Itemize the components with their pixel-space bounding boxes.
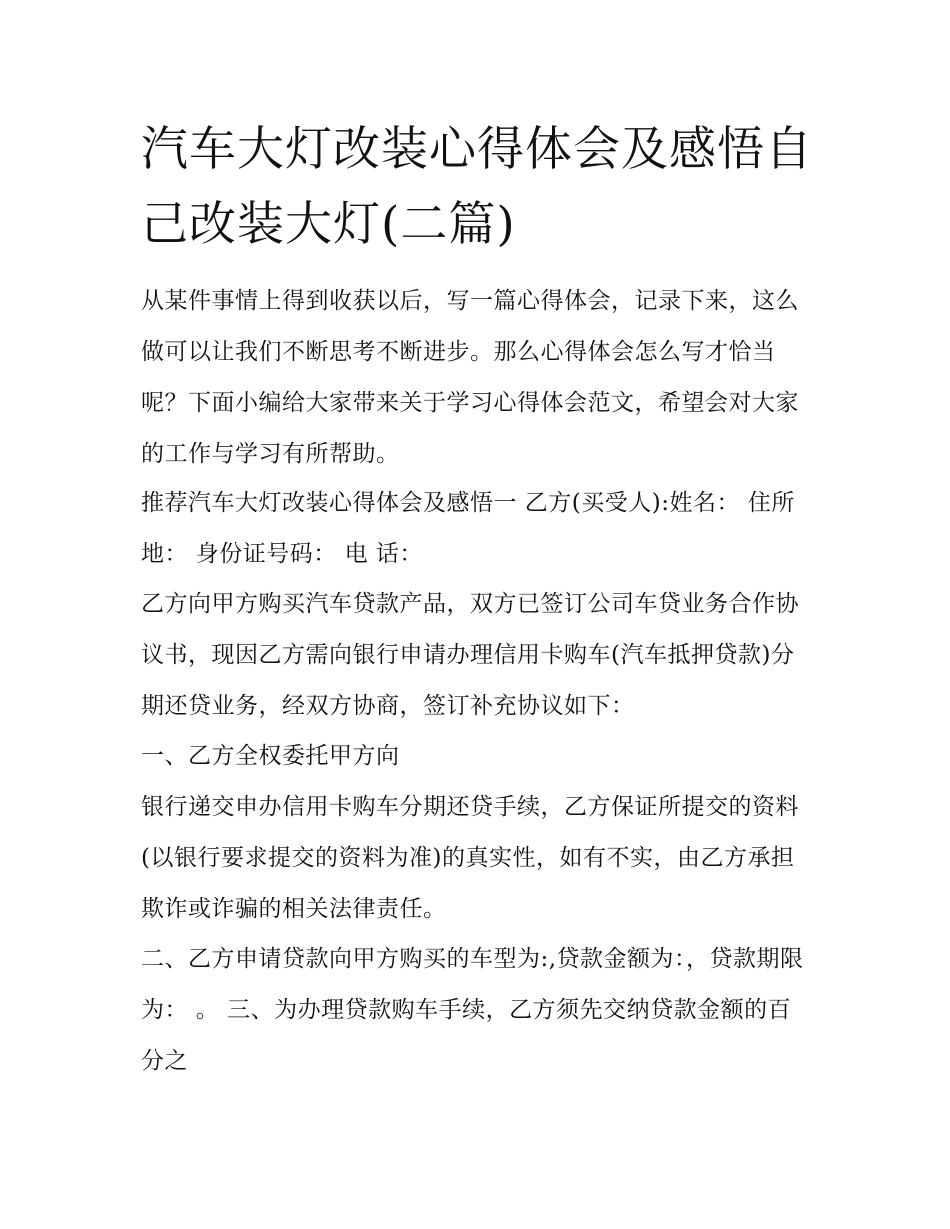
party-b-info-paragraph: 推荐汽车大灯改装心得体会及感悟一 乙方(买受人):姓名： 住所地： 身份证号码： 电 话：	[141, 490, 795, 567]
clause-one-heading: 一、乙方全权委托甲方向	[141, 743, 400, 769]
agreement-background-paragraph: 乙方向甲方购买汽车贷款产品，双方已签订公司车贷业务合作协议书，现因乙方需向银行申请办理信用卡购车(汽车抵押贷款)分期还贷业务，经双方协商，签订补充协议如下：	[141, 591, 799, 719]
intro-paragraph: 从某件事情上得到收获以后，写一篇心得体会，记录下来，这么做可以让我们不断思考不断进步。那么心得体会怎么写才恰当呢？下面小编给大家带来关于学习心得体会范文，希望会对大家的工作与学习有所帮助。	[141, 288, 799, 467]
document-title: 汽车大灯改装心得体会及感悟自己改装大灯(二篇)	[141, 122, 813, 252]
clause-two-three-paragraph: 二、乙方申请贷款向甲方购买的车型为:,贷款金额为：，贷款期限为： 。 三、为办理贷款购车手续，乙方须先交纳贷款金额的百分之	[141, 946, 804, 1074]
clause-one-paragraph: 银行递交申办信用卡购车分期还贷手续，乙方保证所提交的资料(以银行要求提交的资料为准)的真实性，如有不实，由乙方承担欺诈或诈骗的相关法律责任。	[141, 794, 799, 922]
